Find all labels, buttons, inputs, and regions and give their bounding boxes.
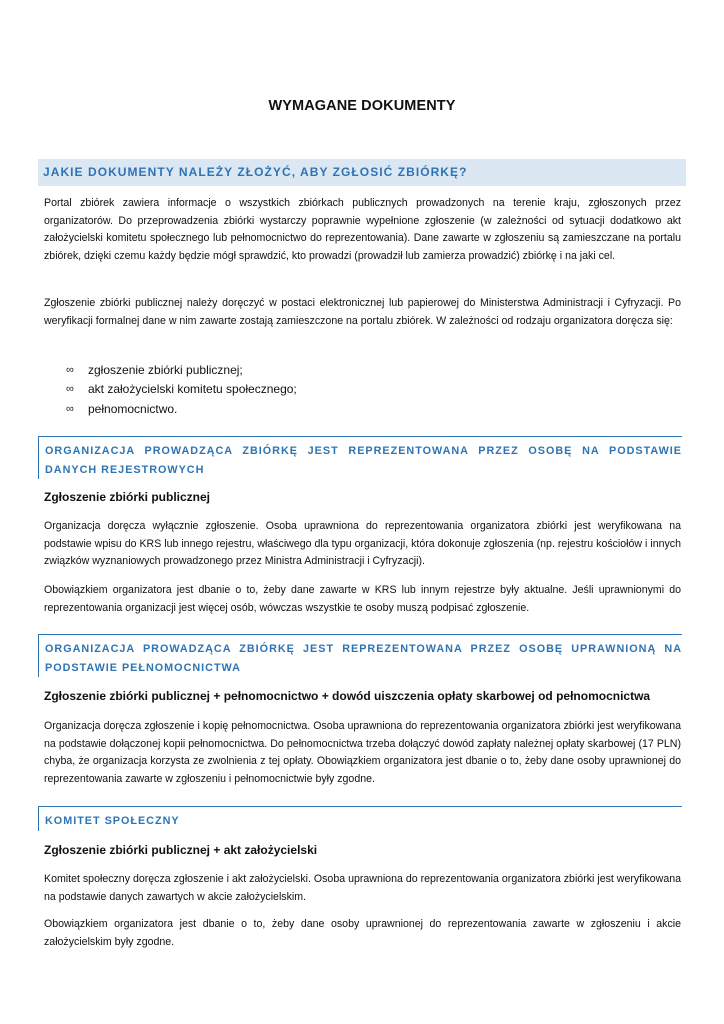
proxy-section-heading: ORGANIZACJA PROWADZĄCA ZBIÓRKĘ JEST REPREZENTOWANA PRZEZ OSOBĘ UPRAWNIONĄ NA PODSTAWIE PEŁNOMOCNICTWA xyxy=(45,643,682,674)
page-title: WYMAGANE DOKUMENTY xyxy=(268,98,456,114)
list-item xyxy=(66,399,566,419)
registry-section-heading-block xyxy=(38,436,682,479)
registry-paragraph-1: Organizacja doręcza wyłącznie zgłoszenie. Osoba uprawniona do reprezentowania organizatora zbiórki jest weryfikowana na podstawie wpisu do KRS lub innego rejestru, właściwego dla typu organizacji, która dokonuje zgłoszenia (np. rejestru kościołów i innych związków wyznaniowych prowadzonego przez Ministra Administracji i Cyfryzacji). xyxy=(44,520,681,568)
committee-subheading: Zgłoszenie zbiórki publicznej + akt założycielski xyxy=(44,843,318,857)
committee-paragraph-1: Komitet społeczny doręcza zgłoszenie i akt założycielski. Osoba uprawniona do reprezentowania organizatora zbiórki jest weryfikowana na podstawie danych zawartych w akcie założycielskim. xyxy=(44,873,681,903)
proxy-subheading: Zgłoszenie zbiórki publicznej + pełnomocnictwo + dowód uiszczenia opłaty skarbowej od pełnomocnictwa xyxy=(44,689,651,703)
list-item-text: pełnomocnictwo. xyxy=(88,401,178,416)
intro-paragraph: Portal zbiórek zawiera informacje o wszystkich zbiórkach publicznych prowadzonych na terenie kraju, zgłoszonych przez organizatorów. Do przeprowadzenia zbiórki wystarczy poprawnie wypełnione zgłoszenie (w zależności od sytuacji dodatkowo akt założycielski komitetu społecznego lub pełnomocnictwo do reprezentowania). Dane zawarte w zgłoszeniu są zamieszczane na portalu zbiórek, dzięki czemu każdy będzie mógł sprawdzić, kto prowadzi (prowadził lub zamierza prowadzić) zbiórkę i na jaki cel. xyxy=(44,197,681,262)
list-item xyxy=(66,380,566,400)
list-item xyxy=(66,360,566,380)
committee-paragraph-2: Obowiązkiem organizatora jest dbanie o to, żeby dane osoby uprawnionej do reprezentowania zawarte w zgłoszeniu i akcie założycielskim były zgodne. xyxy=(44,918,681,948)
registry-subheading: Zgłoszenie zbiórki publicznej xyxy=(44,490,211,504)
section-heading-band xyxy=(38,159,686,186)
document-list xyxy=(66,360,566,419)
infinity-bullet-icon: ∞ xyxy=(66,383,74,396)
delivery-paragraph: Zgłoszenie zbiórki publicznej należy doręczyć w postaci elektronicznej lub papierowej do Ministerstwa Administracji i Cyfryzacji. Po weryfikacji formalnej dane w nim zawarte zostają zamieszczone na portalu zbiórek. W zależności od rodzaju organizatora doręcza się: xyxy=(44,297,681,327)
section-heading: JAKIE DOKUMENTY NALEŻY ZŁOŻYĆ, ABY ZGŁOSIĆ ZBIÓRKĘ? xyxy=(43,165,468,179)
list-item-text: zgłoszenie zbiórki publicznej; xyxy=(88,362,243,377)
proxy-section-heading-block xyxy=(38,634,682,677)
registry-section-heading: ORGANIZACJA PROWADZĄCA ZBIÓRKĘ JEST REPREZENTOWANA PRZEZ OSOBĘ NA PODSTAWIE DANYCH REJESTROWYCH xyxy=(45,445,682,476)
infinity-bullet-icon: ∞ xyxy=(66,402,74,415)
committee-section-heading: KOMITET SPOŁECZNY xyxy=(45,815,180,827)
registry-paragraph-2: Obowiązkiem organizatora jest dbanie o to, żeby dane zawarte w KRS lub innym rejestrze były aktualne. Jeśli uprawnionymi do reprezentowania organizacji jest więcej osób, wówczas wszystkie te osoby muszą podpisać zgłoszenie. xyxy=(44,584,681,614)
committee-section-heading-block xyxy=(38,806,682,831)
infinity-bullet-icon: ∞ xyxy=(66,363,74,376)
proxy-paragraph-1: Organizacja doręcza zgłoszenie i kopię pełnomocnictwa. Osoba uprawniona do reprezentowania organizatora zbiórki jest weryfikowana na podstawie dołączonej kopii pełnomocnictwa. Do pełnomocnictwa trzeba dołączyć dowód zapłaty należnej opłaty skarbowej (17 PLN) chyba, że organizacja korzysta ze zwolnienia z tej opłaty. Obowiązkiem organizatora jest dbanie o to, żeby dane osoby uprawnionej do reprezentowania zawarte w zgłoszeniu i pełnomocnictwie były zgodne. xyxy=(44,720,681,785)
list-item-text: akt założycielski komitetu społecznego; xyxy=(88,382,297,397)
